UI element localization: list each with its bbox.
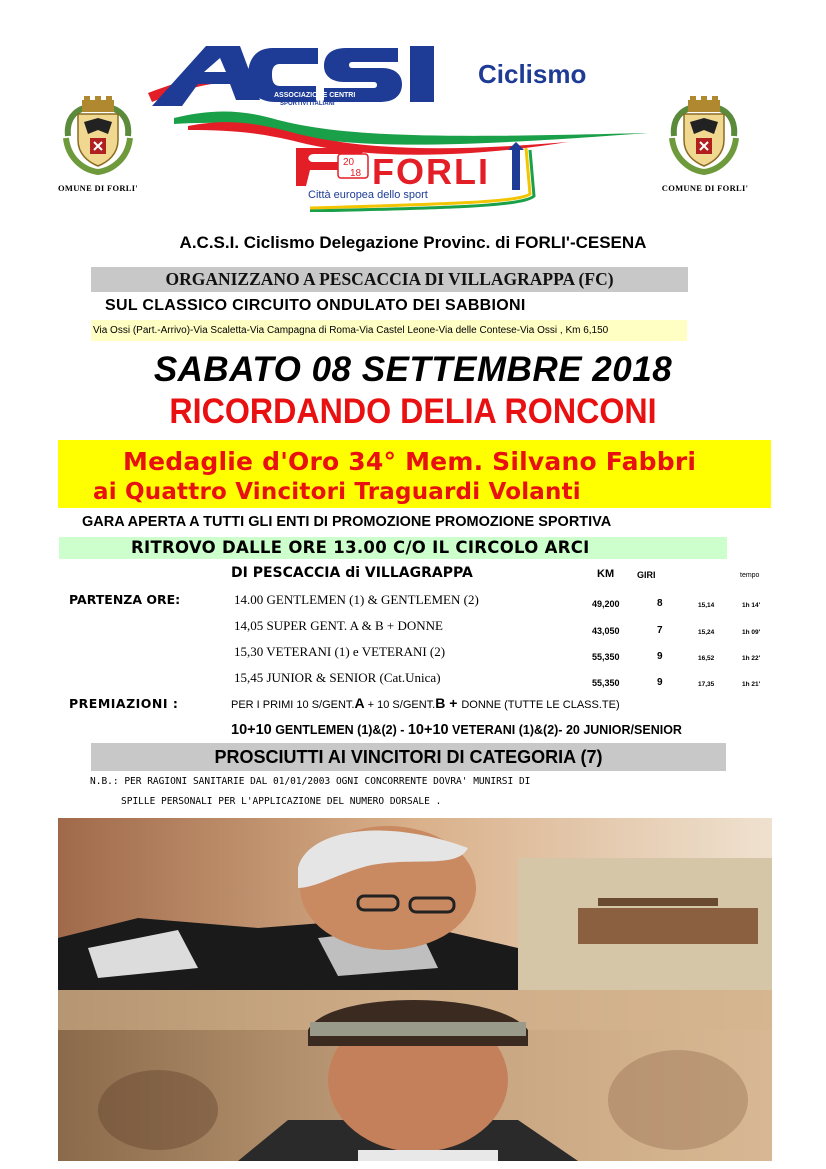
race-row-category: 15,30 VETERANI (1) e VETERANI (2) — [234, 644, 446, 659]
photo-silvano-fabbri-portrait — [58, 818, 772, 990]
meeting-bar — [59, 537, 727, 559]
race-row-tempo: 1h 21' — [742, 681, 761, 688]
race-row-media: 17,35 — [698, 681, 715, 688]
prizes-line-1 — [231, 695, 620, 711]
header-tempo: tempo — [740, 572, 760, 579]
header-giri: GIRI — [637, 570, 656, 580]
acsi-ciclismo: Ciclismo — [478, 59, 587, 89]
race-row-tempo: 1h 14' — [742, 602, 761, 609]
race-row-giri: 9 — [657, 651, 663, 662]
note-line-1: N.B.: PER RAGIONI SANITARIE DAL 01/01/2003 OGNI CONCORRENTE DOVRA' MUNIRSI DI — [90, 776, 531, 787]
prizes-l1-c: + 10 S/GENT. — [364, 699, 436, 711]
prizes-l1-e: + — [445, 695, 462, 711]
prizes-label: PREMIAZIONI : — [69, 696, 179, 711]
forli-tagline: Città europea dello sport — [308, 189, 428, 201]
open-race-line: GARA APERTA A TUTTI GLI ENTI DI PROMOZIONE PROMOZIONE SPORTIVA — [82, 514, 612, 530]
route-bar — [91, 320, 687, 341]
crest-right-caption: COMUNE DI FORLI' — [661, 183, 749, 193]
race-row-tempo: 1h 09' — [742, 629, 761, 636]
race-row-giri: 8 — [657, 598, 663, 609]
race-row-km: 49,200 — [592, 599, 620, 609]
meeting-text: RITROVO DALLE ORE 13.00 C/O IL CIRCOLO ARCI — [131, 538, 590, 557]
forli-logo — [290, 140, 540, 212]
header-km: KM — [597, 568, 615, 580]
route-text: Via Ossi (Part.-Arrivo)-Via Scaletta-Via Campagna di Roma-Via Castel Leone-Via delle Contese-Via Ossi , Km 6,150 — [93, 325, 609, 336]
circuit-line: SUL CLASSICO CIRCUITO ONDULATO DEI SABBIONI — [105, 297, 526, 314]
race-row-media: 15,24 — [698, 629, 715, 636]
forli-year-bottom: 18 — [350, 168, 362, 179]
forli-year-top: 20 — [343, 157, 355, 168]
crest-left-caption: OMUNE DI FORLI' — [57, 183, 139, 193]
prizes-l2-d: VETERANI (1)&(2)- 20 JUNIOR/SENIOR — [448, 723, 682, 737]
comune-crest-right — [664, 96, 744, 176]
prizes-l1-f: DONNE (TUTTE LE CLASS.TE) — [461, 699, 620, 711]
race-row-km: 55,350 — [592, 652, 620, 662]
race-row-category: 15,45 JUNIOR & SENIOR (Cat.Unica) — [234, 670, 441, 685]
acsi-sub-2: SPORTIVI ITALIANI — [280, 101, 335, 107]
organize-text: ORGANIZZANO A PESCACCIA DI VILLAGRAPPA (FC) — [165, 269, 614, 289]
comune-crest-left — [58, 96, 138, 176]
race-row-media: 16,52 — [698, 655, 715, 662]
race-row-category: 14,05 SUPER GENT. A & B + DONNE — [234, 618, 443, 633]
race-row-category: 14.00 GENTLEMEN (1) & GENTLEMEN (2) — [234, 592, 479, 607]
event-date: SABATO 08 SETTEMBRE 2018 — [153, 350, 673, 389]
prizes-l2-c: 10+10 — [407, 722, 449, 738]
race-row-giri: 9 — [657, 677, 663, 688]
race-row-giri: 7 — [657, 625, 663, 636]
photo-silvano-fabbri-cyclist — [58, 990, 772, 1161]
start-label: PARTENZA ORE: — [69, 592, 181, 607]
acsi-sub-1: ASSOCIAZIONE CENTRI — [274, 92, 356, 99]
race-row-media: 15,14 — [698, 602, 715, 609]
prosciutti-bar — [91, 743, 726, 771]
forli-name: FORLI — [372, 151, 490, 192]
organize-bar — [91, 267, 688, 292]
memorial-title: RICORDANDO DELIA RONCONI — [169, 392, 657, 431]
race-row-km: 55,350 — [592, 678, 620, 688]
medals-line-1: Medaglie d'Oro 34° Mem. Silvano Fabbri — [123, 447, 697, 476]
prizes-line-2 — [231, 722, 682, 738]
prizes-l1-b: A — [354, 695, 365, 711]
race-row-km: 43,050 — [592, 626, 620, 636]
race-row-tempo: 1h 22' — [742, 655, 761, 662]
prizes-l1-a: PER I PRIMI 10 S/GENT. — [231, 699, 355, 711]
prosciutti-text: PROSCIUTTI AI VINCITORI DI CATEGORIA (7) — [214, 747, 603, 767]
organizer-line: A.C.S.I. Ciclismo Delegazione Provinc. di FORLI'-CESENA — [179, 233, 647, 252]
note-line-2: SPILLE PERSONALI PER L'APPLICAZIONE DEL NUMERO DORSALE . — [121, 796, 442, 807]
medals-line-2: ai Quattro Vincitori Traguardi Volanti — [93, 479, 581, 505]
prizes-l2-b: GENTLEMEN (1)&(2) - — [271, 723, 408, 737]
prizes-l2-a: 10+10 — [231, 722, 272, 738]
meeting-place: DI PESCACCIA di VILLAGRAPPA — [231, 565, 473, 581]
prizes-l1-d: B — [435, 695, 446, 711]
